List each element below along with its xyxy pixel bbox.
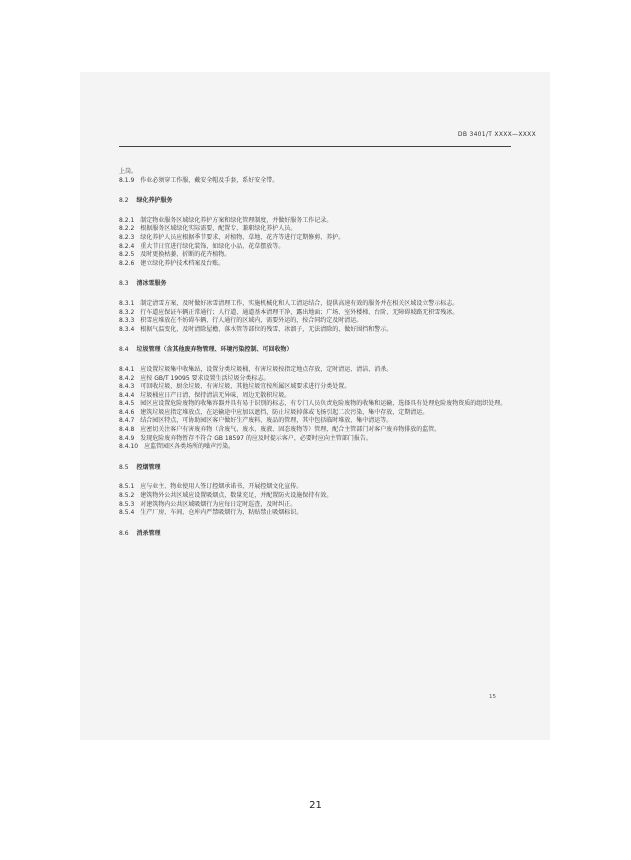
section-heading xyxy=(119,530,511,539)
clause-item xyxy=(119,492,511,501)
clause-text: 园区应设置危险废物的收集容器并具有易于识别的标志，有专门人员负责危险废物的收集和运输，选择具有处理危险废物资质的组织处理。 xyxy=(140,400,507,408)
clause-text: 根据气温变化，及时清除屋檐、落水管等部位的残雪、冰溜子，无法清除的，做好围挡和警示。 xyxy=(140,325,393,333)
clause-number: 8.4.3 xyxy=(119,383,135,391)
clause-text: 制定物业服务区域绿化养护方案和绿化管理制度，并做好服务工作记录。 xyxy=(140,216,333,224)
clause-text: 应监管园区各类场所的噪声污染。 xyxy=(144,443,235,451)
clause-number: 8.3.3 xyxy=(119,317,135,325)
clause-item xyxy=(119,366,511,375)
clause-number: 8.2.6 xyxy=(119,259,135,267)
clause-item xyxy=(119,483,511,492)
clause-item xyxy=(119,234,511,243)
inner-page-number: 15 xyxy=(489,694,496,700)
clause-item xyxy=(119,317,511,326)
clause-text: 重大节日宜进行绿化装饰，如绿化小品、花草摆放等。 xyxy=(140,242,285,250)
clause-number: 8.2.1 xyxy=(119,216,135,224)
section-number: 8.5 xyxy=(119,463,129,471)
clause-item xyxy=(119,426,511,435)
clause-item xyxy=(119,251,511,260)
clause-list xyxy=(119,177,511,539)
clause-item xyxy=(119,392,511,401)
section-title: 控烟管理 xyxy=(136,463,161,471)
clause-number: 8.4.2 xyxy=(119,374,135,382)
clause-number: 8.2.3 xyxy=(119,233,135,241)
outer-page-number: 21 xyxy=(309,800,322,811)
clause-number: 8.4.9 xyxy=(119,434,135,442)
clause-text: 及时更换枯萎、折断的花卉植物。 xyxy=(140,251,231,259)
clause-text: 建筑物外公共区域应设置吸烟点，数量充足，并配置防火设施保持有效。 xyxy=(140,492,333,500)
clause-number: 8.4.10 xyxy=(119,443,139,451)
clause-item xyxy=(119,417,511,426)
clause-number: 8.2.5 xyxy=(119,251,135,259)
section-title: 消杀管理 xyxy=(136,529,161,537)
clause-number: 8.3.4 xyxy=(119,325,135,333)
clause-item xyxy=(119,383,511,392)
section-title: 垃圾管理（含其他废弃物管理、环境污染控制、可回收物） xyxy=(136,346,293,354)
clause-text: 结合园区特点，可协助园区客户做好生产废料、废品的管理，其中包括临时堆放、集中清运等。 xyxy=(140,417,393,425)
clause-text: 制定清雪方案，及时做好冰雪清理工作，实施机械化和人工清运结合，提供高速有效的服务并在相关区域设立警示标志。 xyxy=(140,299,459,307)
clause-text: 应密切关注客户有害废弃物（含废气、废水、废液、固态废物等）管理，配合主管部门对客户废弃物排放的监管。 xyxy=(140,426,441,434)
clause-number: 8.1.9 xyxy=(119,176,135,184)
clause-number: 8.5.4 xyxy=(119,509,135,517)
clause-text: 垃圾桶应日产日清，保持清洁无异味，周边无散积垃圾。 xyxy=(140,391,291,399)
clause-text: 应设置垃圾集中收集站，设置分类垃圾桶，有害垃圾按指定地点存放，定时清运、清洁、消杀。 xyxy=(140,365,393,373)
clause-number: 8.5.2 xyxy=(119,492,135,500)
clause-text: 根据服务区域绿化实际需要，配置专、兼职绿化养护人员。 xyxy=(140,225,297,233)
clause-number: 8.3.2 xyxy=(119,308,135,316)
clause-text: 行车道应保证车辆正常通行；人行道、通道基本清理干净，露出地面；广场、室外楼梯、台阶、无障碍坡路无积雪残冰。 xyxy=(140,308,459,316)
lead-text: 上岗。 xyxy=(119,168,138,175)
section-title: 绿化养护服务 xyxy=(136,197,173,205)
section-heading xyxy=(119,464,511,473)
section-heading xyxy=(119,346,511,355)
clause-text: 建立绿化养护技术档案及台账。 xyxy=(140,259,225,267)
section-number: 8.2 xyxy=(119,197,129,205)
clause-item xyxy=(119,243,511,252)
clause-number: 8.5.3 xyxy=(119,500,135,508)
clause-item xyxy=(119,326,511,335)
clause-item xyxy=(119,225,511,234)
section-number: 8.4 xyxy=(119,346,129,354)
clause-number: 8.4.7 xyxy=(119,417,135,425)
clause-number: 8.4.6 xyxy=(119,408,135,416)
document-code: DB 3401/T XXXX—XXXX xyxy=(457,131,536,138)
clause-item xyxy=(119,309,511,318)
clause-text: 生产厂房、车间、仓库内严禁吸烟行为，粘贴禁止吸烟标识。 xyxy=(140,509,303,517)
clause-item xyxy=(119,509,511,518)
section-heading xyxy=(119,280,511,289)
section-number: 8.6 xyxy=(119,529,129,537)
clause-text: 对建筑物内公共区域吸烟行为应每日定时巡查，及时纠正。 xyxy=(140,500,297,508)
clause-item xyxy=(119,260,511,269)
header-rule xyxy=(119,146,511,147)
clause-text: 发现危险废弃物暂存不符合 GB 18597 的应及时提示客户，必要时应向主管部门报告。 xyxy=(140,434,372,442)
clause-text: 积雪应堆放在不妨碍车辆、行人通行的区域内，需要外运的，按合同约定及时清运。 xyxy=(140,317,363,325)
clause-text: 作业必须穿工作服，戴安全帽及手套，系好安全带。 xyxy=(140,176,279,184)
clause-item xyxy=(119,400,511,409)
document-body xyxy=(119,168,511,549)
clause-number: 8.4.8 xyxy=(119,426,135,434)
clause-item xyxy=(119,300,511,309)
clause-item xyxy=(119,375,511,384)
section-number: 8.3 xyxy=(119,280,129,288)
clause-number: 8.4.4 xyxy=(119,391,135,399)
clause-text: 应与业主、物业使用人签订控烟承诺书，开展控烟文化宣传。 xyxy=(140,483,303,491)
clause-item xyxy=(119,443,511,452)
clause-number: 8.2.2 xyxy=(119,225,135,233)
clause-number: 8.4.1 xyxy=(119,365,135,373)
clause-text: 应按 GB/T 19095 要求设置生活垃圾分类标志。 xyxy=(140,374,270,382)
clause-number: 8.3.1 xyxy=(119,299,135,307)
clause-number: 8.5.1 xyxy=(119,483,135,491)
clause-item xyxy=(119,501,511,510)
section-heading xyxy=(119,197,511,206)
clause-text: 绿化养护人员应根据季节要求，对植物、草地、花卉等进行定期修剪、养护。 xyxy=(140,233,345,241)
clause-item xyxy=(119,435,511,444)
clause-number: 8.4.5 xyxy=(119,400,135,408)
clause-text: 建筑垃圾应指定堆放点，在运输途中应加以遮挡，防止垃圾掉落或飞扬引起二次污染，集中存放，定期清运。 xyxy=(140,408,429,416)
clause-item xyxy=(119,177,511,186)
clause-text: 可回收垃圾、厨余垃圾、有害垃圾、其他垃圾宜按所属区域要求进行分类处置。 xyxy=(140,383,351,391)
section-title: 清冰雪服务 xyxy=(136,280,167,288)
clause-number: 8.2.4 xyxy=(119,242,135,250)
